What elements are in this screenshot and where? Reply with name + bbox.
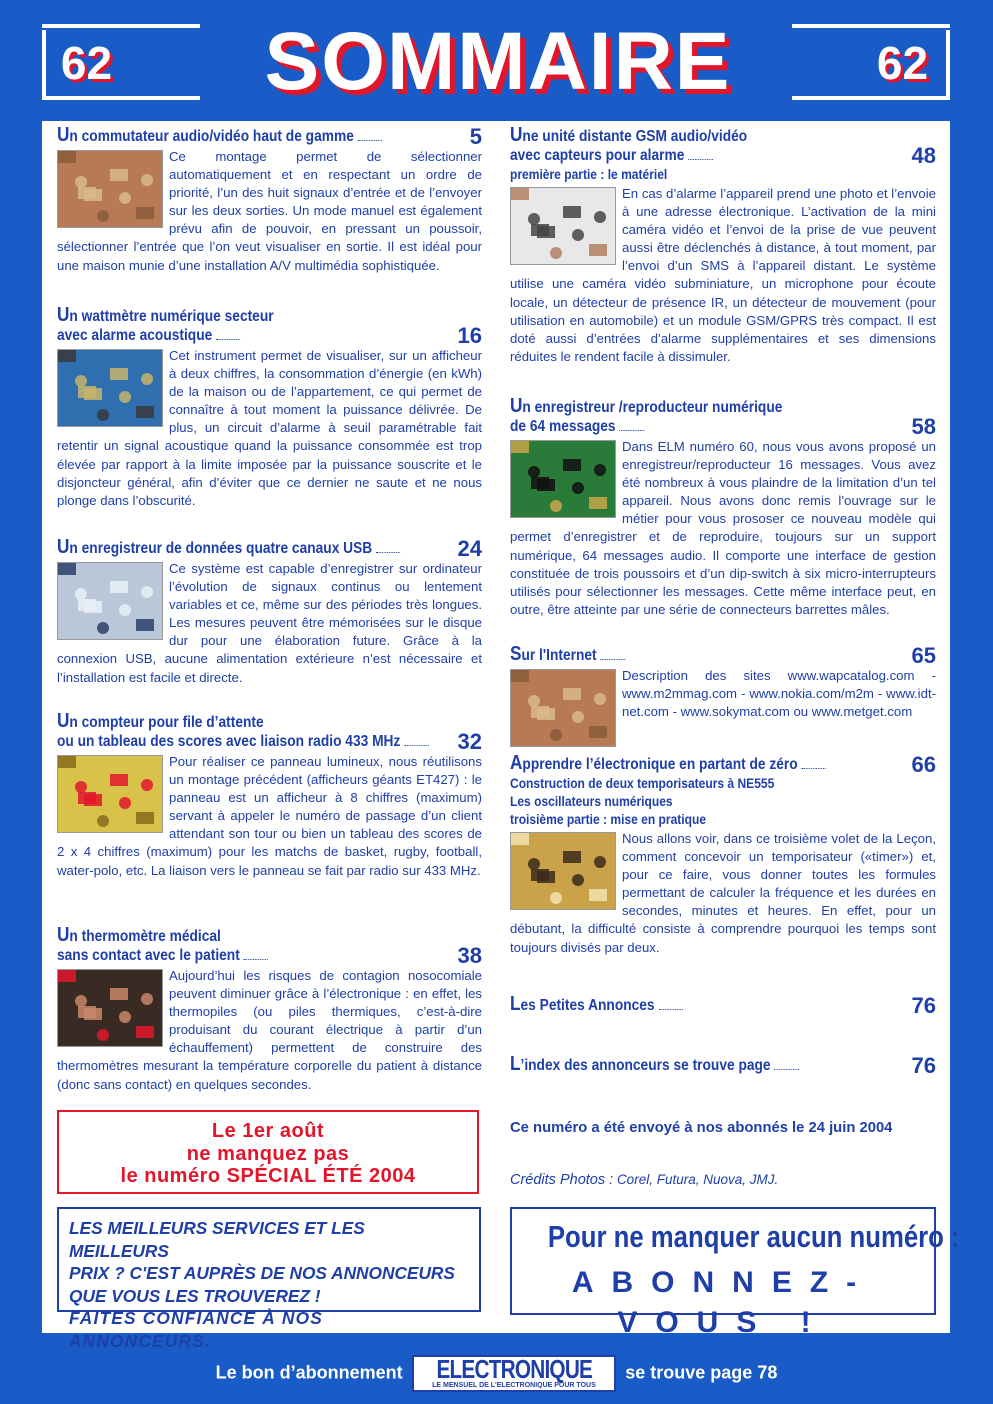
- article-summary: Aujourd’hui les risques de contagion nosocomiale peuvent diminuer grâce à l’électronique : en effet, les thermopiles (ou piles thermiques, c’est-à-dire produisant du courant électrique à partir d’un échauffement) permettent de construire des thermomètres mesurant la température corporelle du patient à distance (donc sans contact) en quelques secondes.: [57, 968, 482, 1092]
- article-page-number[interactable]: 24: [457, 536, 482, 561]
- leader-dots: [802, 768, 826, 769]
- article-page-number[interactable]: 76: [911, 1053, 936, 1078]
- sent-note: Ce numéro a été envoyé à nos abonnés le 24 juin 2004: [510, 1120, 893, 1136]
- promo-line: QUE VOUS LES TROUVEREZ !: [69, 1285, 321, 1306]
- article-photo: [510, 440, 616, 518]
- article-summary: Dans ELM numéro 60, nous vous avons proposé un enregistreur/reproducteur 16 messages. Vous avez été nombreux à vous plaindre de la limitation d’un tel appareil. Nous avons donc remis l’ouvrage sur le métier pour vous prososer ce nouveau modèle qui permet d’enregistrer et de reproduire, toujours sur un support numérique, 64 messages audio. Il comporte une interface de gestion constituée de trois poussoirs et d’un dip-switch à six micro-interrupteurs utilisés pour sélectionner les messages. Cette même interface peut, en outre, être atteinte par une série de connecteurs barrettes mâles.: [510, 439, 936, 617]
- article-page-number[interactable]: 76: [911, 993, 936, 1018]
- article-title-line[interactable]: Un commutateur audio/vidéo haut de gamme: [57, 126, 423, 146]
- promo-special-issue[interactable]: [57, 1110, 479, 1194]
- photo-credits: [510, 1172, 778, 1188]
- article-photo: [57, 150, 163, 228]
- article-title-line[interactable]: avec capteurs pour alarme: [510, 146, 876, 165]
- header-rule-right: [946, 30, 950, 98]
- article-subtitle: Construction de deux temporisateurs à NE555: [510, 775, 775, 791]
- article[interactable]: [510, 397, 936, 619]
- article-title-line[interactable]: Les Petites Annonces: [510, 995, 876, 1015]
- subscribe-line-2: ABONNEZ-VOUS !: [571, 1266, 875, 1339]
- article-page-number[interactable]: 66: [911, 752, 936, 777]
- article-summary: Pour réaliser ce panneau lumineux, nous réutilisons un montage précédent (afficheurs géants ET427) : le panneau est un afficheur à 8 chiffres (maximum) servant à appeler le numéro de passage d’un client attendant son tour ou bien un tableau des scores de 2 x 4 chiffres (maximum) pour les matchs de basket, rugby, football, water-polo, etc. La liaison vers le panneau se fait par radio sur 433 MHz.: [57, 754, 482, 878]
- article-summary: Ce montage permet de sélectionner automatiquement et en respectant un ordre de priorité, l’un des huit signaux d’entrée et de l’envoyer sur les deux sorties. Un mode manuel est également prévu afin de pouvoir, en pressant un poussoir, sélectionner l’entrée que l’on veut visualiser en sortie. Il est idéal pour une maison munie d’une installation A/V multimédia sophistiquée.: [57, 149, 482, 273]
- article-page-number[interactable]: 16: [457, 323, 482, 348]
- issue-number-left: 62: [60, 37, 113, 89]
- leader-dots: [619, 430, 643, 431]
- footer: [0, 1355, 993, 1392]
- page-title: SOMMAIRE: [264, 16, 732, 107]
- article-page-number[interactable]: 38: [457, 943, 482, 968]
- article-summary: Ce système est capable d’enregistrer sur ordinateur l’évolution de signaux continus ou lentement variables et ce, même sur des périodes très longues. Les mesures peuvent être mémorisées sur le disque dur pour une élaboration future. Grâce à la connexion USB, aucune alimentation extérieure n’est nécessaire et l’installation est facile et directe.: [57, 561, 482, 685]
- leader-dots: [216, 339, 240, 340]
- article-subtitle: Les oscillateurs numériques: [510, 793, 673, 809]
- article-page-number[interactable]: 32: [457, 729, 482, 754]
- article[interactable]: [57, 306, 482, 510]
- leader-dots: [600, 659, 624, 660]
- article-title-line[interactable]: Sur l'Internet: [510, 645, 876, 665]
- article-photo: [57, 349, 163, 427]
- article-title-line[interactable]: Un thermomètre médical: [57, 924, 221, 946]
- footer-text-after: se trouve page 78: [625, 1362, 778, 1383]
- article[interactable]: [57, 712, 482, 880]
- article[interactable]: [510, 645, 936, 749]
- promo-advertisers: [57, 1207, 481, 1351]
- article-title-line[interactable]: Un enregistreur /reproducteur numérique: [510, 395, 783, 417]
- article[interactable]: [57, 926, 482, 1094]
- article-title-line[interactable]: de 64 messages: [510, 417, 876, 436]
- article[interactable]: [57, 126, 482, 275]
- logo-wordmark: ELECTRONIQUE: [436, 1354, 592, 1384]
- article-photo: [510, 832, 616, 910]
- leader-dots: [688, 159, 712, 160]
- article-photo: [510, 187, 616, 265]
- article-page-number[interactable]: 5: [469, 124, 482, 149]
- article-title-line[interactable]: sans contact avec le patient: [57, 946, 423, 965]
- article-title-line[interactable]: Un wattmètre numérique secteur: [57, 304, 274, 326]
- magazine-logo: [412, 1355, 617, 1392]
- article[interactable]: [510, 754, 936, 957]
- article-title-line[interactable]: Apprendre l’électronique en partant de zéro: [510, 754, 876, 774]
- subscribe-line-1: Pour ne manquer aucun numéro :: [547, 1219, 960, 1254]
- promo-line: ne manquez pas: [186, 1142, 350, 1165]
- subscribe-box[interactable]: [510, 1207, 960, 1339]
- article-title-line[interactable]: ou un tableau des scores avec liaison radio 433 MHz: [57, 732, 423, 751]
- article-summary: Nous allons voir, dans ce troisième volet de la Leçon, comment concevoir un temporisateur («timer») et, pour ce faire, vous donner toutes les formules permettant de calculer la fréquence et les durées en secondes, minutes et heures. En effet, pour un débutant, la difficulté consiste à comprendre pourquoi les temps sont toujours divisés par deux.: [510, 831, 936, 955]
- article-title-line[interactable]: avec alarme acoustique: [57, 326, 423, 345]
- logo-tagline: LE MENSUEL DE L'ELECTRONIQUE POUR TOUS: [432, 1382, 596, 1389]
- article-title-line[interactable]: L’index des annonceurs se trouve page: [510, 1055, 876, 1075]
- article-summary: En cas d’alarme l’appareil prend une photo et l’envoie à une adresse électronique. L’activation de la mini caméra vidéo et l’envoi de la prise de vue peuvent aussi être déclenchés à distance, à tout moment, par l’envoi d’un SMS à l’appareil distant. Le système utilise une caméra vidéo subminiature, un microphone pour écoute locale, un détecteur de présence IR, un détecteur de mouvement (pour utilisation en automobile) et un module GSM/GPRS très compact. Il est doté aussi d’entrées d’alarme supplémentaires et ses dimensions réduites le rendent facile à dissimuler.: [510, 186, 936, 364]
- article[interactable]: [510, 126, 936, 366]
- leader-dots: [376, 552, 400, 553]
- issue-number-right: 62: [876, 37, 929, 89]
- article-subtitle: première partie : le matériel: [510, 166, 668, 182]
- article-photo: [57, 755, 163, 833]
- leader-dots: [404, 745, 428, 746]
- promo-line: PRIX ? C'EST AUPRÈS DE NOS ANNONCEURS: [69, 1263, 455, 1283]
- credits-value: Corel, Futura, Nuova, JMJ.: [616, 1172, 779, 1187]
- leader-dots: [358, 140, 382, 141]
- footer-text-before: Le bon d’abonnement: [215, 1362, 403, 1383]
- article-title-line[interactable]: Un enregistreur de données quatre canaux USB: [57, 538, 423, 558]
- promo-line: le numéro SPÉCIAL ÉTÉ 2004: [120, 1165, 416, 1187]
- promo-line: LES MEILLEURS SERVICES ET LES MEILLEURS: [69, 1218, 365, 1261]
- promo-line: Le 1er août: [211, 1120, 325, 1142]
- article-summary: Description des sites www.wapcatalog.com - www.m2mmag.com - www.nokia.com/m2m - www.idt-net.com - www.sokymat.com ou www.metget.com: [510, 667, 936, 721]
- article[interactable]: [510, 993, 936, 1018]
- article[interactable]: [510, 1053, 936, 1078]
- leader-dots: [658, 1009, 682, 1010]
- article-title-line[interactable]: Un compteur pour file d’attente: [57, 710, 264, 732]
- article-page-number[interactable]: 48: [911, 143, 936, 168]
- article-page-number[interactable]: 58: [911, 414, 936, 439]
- article-photo: [57, 562, 163, 640]
- leader-dots: [244, 959, 268, 960]
- article-subtitle: troisième partie : mise en pratique: [510, 811, 707, 827]
- article-photo: [510, 669, 616, 747]
- article[interactable]: [57, 538, 482, 687]
- leader-dots: [774, 1069, 798, 1070]
- article-title-line[interactable]: Une unité distante GSM audio/vidéo: [510, 124, 748, 146]
- promo-line: FAITES CONFIANCE À NOS ANNONCEURS.: [69, 1308, 323, 1351]
- article-page-number[interactable]: 65: [911, 643, 936, 668]
- credits-label: Crédits Photos :: [510, 1172, 614, 1188]
- article-photo: [57, 969, 163, 1047]
- article-summary: Cet instrument permet de visualiser, sur un afficheur à deux chiffres, la consommation d’énergie (en kWh) de la maison ou de l’appartement, ce qui permet de connaître à tout moment la puissance délivrée. De plus, un circuit d’alarme à seuil paramétrable fait retentir un signal acoustique quand la puissance consommée est trop élevée par rapport à la limite imposée par la puissance souscrite et le disjoncteur général, afin d’éviter que ce dernier ne saute et ne nous plonge dans l’obscurité.: [57, 348, 482, 508]
